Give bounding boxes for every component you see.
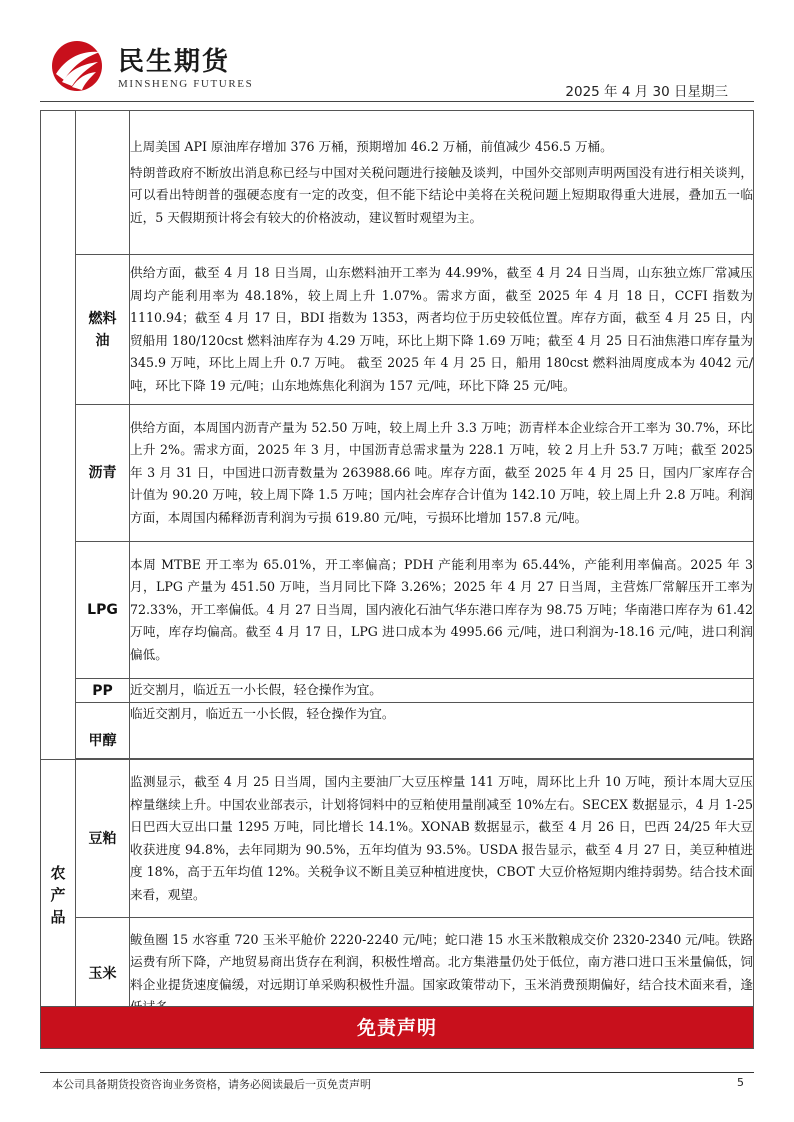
- content-cell-lpg: [130, 542, 754, 679]
- content-cell-pp: [130, 679, 754, 703]
- item-label-corn: 玉米: [88, 965, 117, 982]
- crude-inventory-text: 上周美国 API 原油库存增加 376 万桶，预期增加 46.2 万桶，前值减少 456.5 万桶。: [130, 139, 613, 154]
- table-row-soymeal: [41, 760, 754, 918]
- disclaimer-banner: 免责声明: [40, 1006, 754, 1049]
- item-cell-methanol: [76, 703, 130, 759]
- methanol-text: 临近交割月，临近五一小长假，轻仓操作为宜。: [130, 706, 395, 721]
- report-date: 2025 年 4 月 30 日星期三: [565, 84, 728, 100]
- brand-name-cn: 民生期货: [118, 47, 231, 77]
- sector-cell-energy: [41, 111, 76, 760]
- item-label-asphalt: 沥青: [88, 465, 117, 481]
- header-divider: [40, 101, 754, 102]
- content-cell-methanol: [130, 703, 754, 759]
- item-label-pp: PP: [92, 682, 113, 699]
- item-label-methanol: 甲醇: [88, 733, 117, 749]
- table-row-fuel-oil: [41, 255, 754, 405]
- item-label-lpg: LPG: [87, 602, 118, 618]
- sector-label-agri: 农产品: [50, 863, 66, 926]
- table-row-asphalt: [41, 405, 754, 542]
- item-label-fuel-oil: 燃料油: [88, 310, 117, 349]
- page-header: [0, 0, 794, 100]
- content-cell-soymeal: [130, 760, 754, 918]
- item-cell-crude: [76, 111, 130, 255]
- item-cell-asphalt: [76, 405, 130, 542]
- content-cell-asphalt: [130, 405, 754, 542]
- pp-text: 近交割月，临近五一小长假，轻仓操作为宜。: [130, 682, 382, 698]
- sector-cell-agri: [41, 760, 76, 1030]
- item-cell-pp: [76, 679, 130, 703]
- content-cell-fuel-oil: [130, 255, 754, 405]
- minsheng-logo-icon: [48, 40, 106, 92]
- page-number: 5: [737, 1076, 744, 1089]
- footer-divider: [40, 1072, 754, 1073]
- item-cell-fuel-oil: [76, 255, 130, 405]
- content-cell-crude: [130, 111, 754, 255]
- fuel-oil-text: 供给方面，截至 4 月 18 日当周，山东燃料油开工率为 44.99%，截至 4 月 24 日当周，山东独立炼厂常减压周均产能利用率为 48.18%，较上周上升 1.07%。需求方面，截至 2025 年 4 月 18 日，CCFI 指数为 1110.94；截至 4 月 17 日，BDI 指数为 1353，两者均位于历史较低位置。库存方面，截至 4 月 25 日，内贸船用 180/120cst 燃料油库存为 4.29 万吨，环比上期下降 1.69 万吨；截至 4 月 25 日石油焦港口库存量为 345.9 万吨，环比上周上升 0.7 万吨。 截至 2025 年 4 月 25 日，船用 180cst 燃料油周度成本为 4042 元/吨，环比下降 19 元/吨；山东地炼焦化利润为 157 元/吨，环比下降 25 元/吨。: [130, 265, 753, 393]
- soymeal-text: 监测显示，截至 4 月 25 日当周，国内主要油厂大豆压榨量 141 万吨，周环比上升 10 万吨，预计本周大豆压榨量继续上升。中国农业部表示，计划将饲料中的豆粕使用量削减至 10%左右。SECEX 数据显示，4 月 1-25 日巴西大豆出口量 1295 万吨，同比增长 14.1%。XONAB 数据显示，截至 4 月 26 日，巴西 24/25 年大豆收获进度 94.8%，去年同期为 90.5%，五年均值为 93.5%。USDA 报告显示，截至 4 月 27 日，美豆种植进度 18%，高于五年均值 12%。关税争议不断且美豆种植进度快，CBOT 大豆价格短期内维持弱势。结合技术面来看，观望。: [130, 774, 753, 902]
- lpg-text: 本周 MTBE 开工率为 65.01%，开工率偏高；PDH 产能利用率为 65.44%，产能利用率偏高。2025 年 3 月，LPG 产量为 451.50 万吨，当月同比下降 3.26%；2025 年 4 月 27 日当周，主营炼厂常解压开工率为 72.33%，开工率偏低。4 月 27 日当周，国内液化石油气华东港口库存为 98.75 万吨；华南港口库存为 61.42 万吨，库存均偏高。截至 4 月 17 日，LPG 进口成本为 4995.66 元/吨，进口利润为-18.16 元/吨，进口利润偏低。: [130, 556, 753, 662]
- item-cell-soymeal: [76, 760, 130, 918]
- table-row-pp: [41, 679, 754, 703]
- brand-name-en: MINSHENG FUTURES: [118, 78, 254, 90]
- table-row-lpg: [41, 542, 754, 679]
- item-label-soymeal: 豆粕: [88, 830, 117, 847]
- corn-text: 鲅鱼圈 15 水容重 720 玉米平舱价 2220-2240 元/吨；蛇口港 15 水玉米散粮成交价 2320-2340 元/吨。铁路运费有所下降，产地贸易商出货存在利润，积极性增高。北方集港量仍处于低位，南方港口进口玉米量偏低，饲料企业提货速度偏缓，对远期订单采购积极性升温。国家政策带动下，玉米消费预期偏好，结合技术面来看，逢: [130, 931, 753, 992]
- crude-outlook-text: 特朗普政府不断放出消息称已经与中国对关税问题进行接触及谈判，中国外交部则声明两国没有进行相关谈判，可以看出特朗普的强硬态度有一定的改变，但不能下结论中美将在关税问题上短期取得重大进展，叠加五一临近，5 天假期预计将会有较大的价格波动，建议暂时观望为主。: [130, 164, 753, 225]
- item-cell-lpg: [76, 542, 130, 679]
- footer-notice: 本公司具备期货投资咨询业务资格，请务必阅读最后一页免责声明: [52, 1078, 371, 1091]
- table-row-api: [41, 111, 754, 255]
- table-row-methanol: [41, 703, 754, 759]
- commodity-table: [40, 110, 754, 1030]
- asphalt-text: 供给方面，本周国内沥青产量为 52.50 万吨，较上周上升 3.3 万吨；沥青样本企业综合开工率为 30.7%，环比上升 2%。需求方面，2025 年 3 月，中国沥青总需求量为 228.1 万吨，较 2 月上升 53.7 万吨；截至 2025 年 3 月 31 日，中国进口沥青数量为 263988.66 吨。库存方面，截至 2025 年 4 月 25 日，国内厂家库存合计值为 90.20 万吨，较上周下降 1.5 万吨；国内社会库存合计值为 142.10 万吨，较上周上升 2.8 万吨。利润方面，本周国内稀释沥青利润为亏损 619.80 元/吨，亏损环比增加 157.8 元/吨。: [130, 419, 753, 525]
